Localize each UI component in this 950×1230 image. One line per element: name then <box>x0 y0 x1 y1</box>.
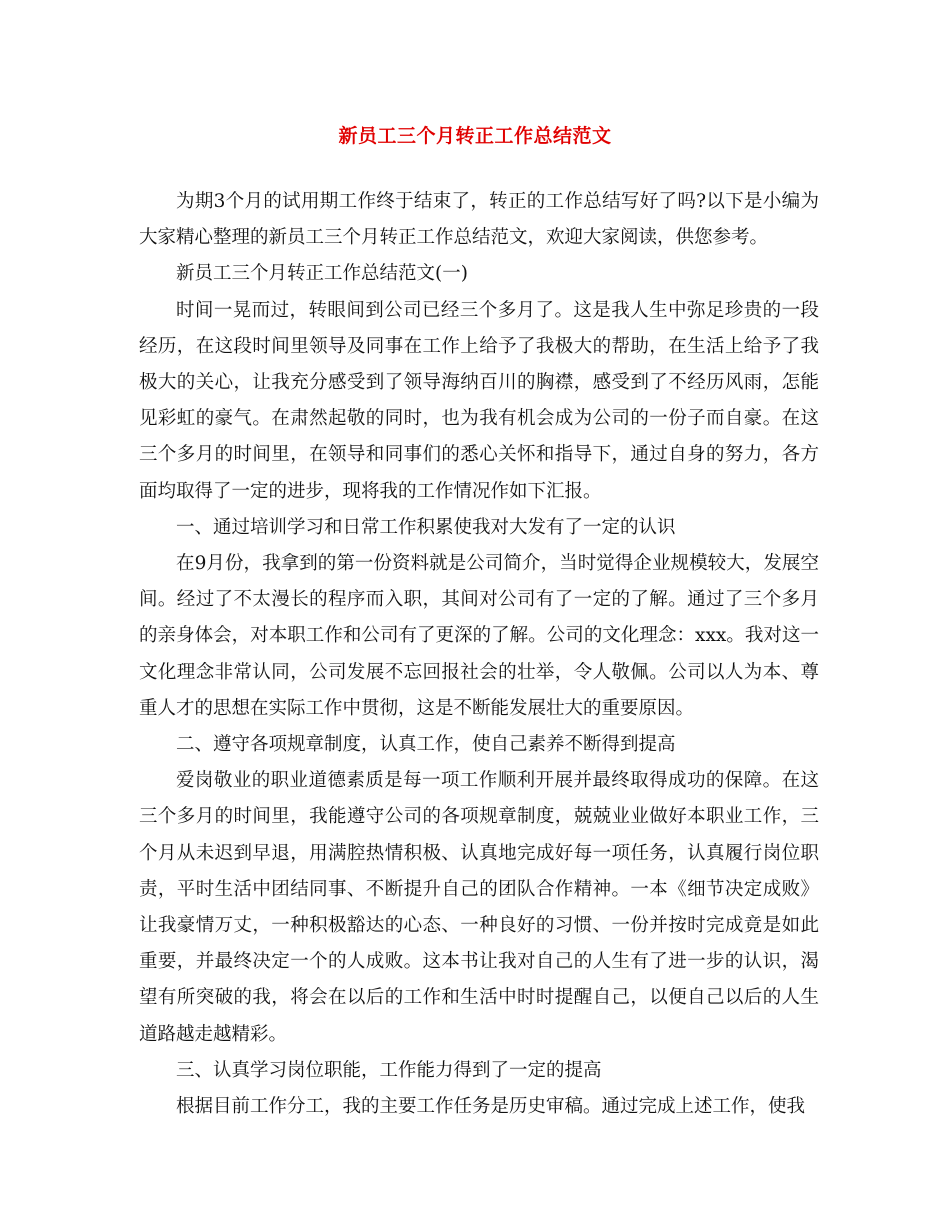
document-title: 新员工三个月转正工作总结范文 <box>338 125 612 147</box>
body-paragraph: 根据目前工作分工，我的主要工作任务是历史审稿。通过完成上述工作，使我 <box>176 1096 806 1118</box>
section-heading: 二、遵守各项规章制度，认真工作，使自己素养不断得到提高 <box>176 734 676 756</box>
body-paragraph: 在9月份，我拿到的第一份资料就是公司简介，当时觉得企业规模较大，发展空间。经过了不太漫长的程序而入职，其间对公司有了一定的了解。通过了三个多月的亲身体会，对本职工作和公司有了更深的了解。公司的文化理念：xxx。我对这一文化理念非常认同，公司发展不忘回报社会的壮举，令人敬佩。公司以人为本、尊重人才的思想在实际工作中贯彻，这是不断能发展壮大的重要原因。 <box>139 553 819 719</box>
body-paragraph: 爱岗敬业的职业道德素质是每一项工作顺利开展并最终取得成功的保障。在这三个多月的时间里，我能遵守公司的各项规章制度，兢兢业业做好本职业工作，三个月从未迟到早退，用满腔热情积极、认真地完成好每一项任务，认真履行岗位职责，平时生活中团结同事、不断提升自己的团队合作精神。一本《细节决定成败》让我豪情万丈，一种积极豁达的心态、一种良好的习惯、一份并按时完成竟是如此重要，并最终决定一个的人成败。这本书让我对自己的人生有了进一步的认识，渴望有所突破的我，将会在以后的工作和生活中时时提醒自己，以便自己以后的人生道路越走越精彩。 <box>139 770 819 1045</box>
intro-paragraph: 为期3个月的试用期工作终于结束了，转正的工作总结写好了吗?以下是小编为大家精心整理的新员工三个月转正工作总结范文，欢迎大家阅读，供您参考。 <box>139 191 819 249</box>
body-paragraph: 时间一晃而过，转眼间到公司已经三个多月了。这是我人生中弥足珍贵的一段经历，在这段时间里领导及同事在工作上给予了我极大的帮助，在生活上给予了我极大的关心，让我充分感受到了领导海纳百川的胸襟，感受到了不经历风雨，怎能见彩虹的豪气。在肃然起敬的同时，也为我有机会成为公司的一份子而自豪。在这三个多月的时间里，在领导和同事们的悉心关怀和指导下，通过自身的努力，各方面均取得了一定的进步，现将我的工作情况作如下汇报。 <box>139 299 819 502</box>
section-heading: 一、通过培训学习和日常工作积累使我对大发有了一定的认识 <box>176 516 676 538</box>
document-body <box>139 184 819 1125</box>
section-heading: 新员工三个月转正工作总结范文(一) <box>176 263 468 285</box>
section-heading: 三、认真学习岗位职能，工作能力得到了一定的提高 <box>176 1059 602 1081</box>
